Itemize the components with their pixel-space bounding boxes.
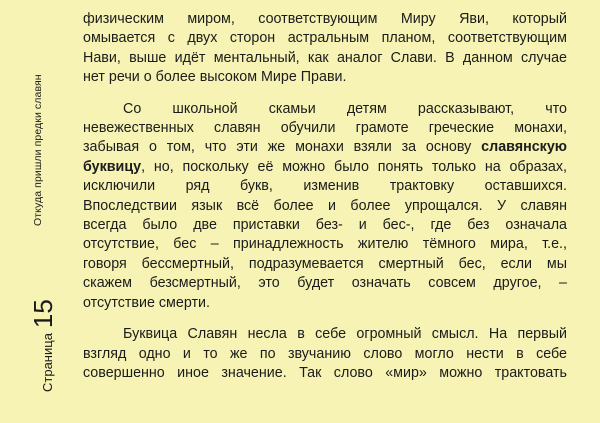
text-line: нет речи о более высоком Мире Прави. — [83, 69, 347, 86]
text-line: невежественных славян обучили грамоте греческие монахи, — [83, 120, 567, 137]
bold-term: славянскую — [481, 139, 567, 156]
paragraph-3 — [83, 325, 567, 383]
paragraph-2 — [83, 100, 567, 313]
page-sidebar — [16, 0, 56, 423]
body-text — [83, 10, 567, 383]
book-title: Откуда пришли предки славян — [32, 74, 44, 226]
text-line: скажем безсмертный, это будет означать совсем другое, – — [83, 275, 567, 292]
page-number: 15 — [28, 299, 58, 329]
page-word: Страница — [40, 333, 55, 392]
page-indicator — [30, 299, 56, 392]
text-line: Буквица Славян несла в себе огромный смысл. На первый — [123, 326, 567, 343]
text-line: Нави, выше идёт ментальный, как аналог Слави. В данном случае — [83, 49, 567, 66]
text-line: говоря бессмертный, подразумевается смертный бес, если мы — [83, 255, 567, 272]
text-line: Впоследствии язык всё более и более упрощался. У славян — [83, 197, 567, 214]
text-fragment: , но, поскольку её можно было понять только на образах, — [141, 158, 567, 175]
text-line — [83, 158, 567, 177]
text-line: омывается с двух сторон астральным планом, соответствующим — [83, 30, 567, 47]
text-line: Со школьной скамьи детям рассказывают, что — [123, 100, 567, 117]
text-line: физическим миром, соответствующим Миру Яви, который — [83, 11, 567, 27]
text-fragment: забывая о том, что эти же монахи взяли за основу — [83, 139, 482, 156]
text-line: совершенно иное значение. Так слово «мир» можно трактовать — [83, 364, 567, 381]
text-line — [83, 138, 567, 157]
text-line: отсутствие, бес – принадлежность жителю тёмного мира, т.е., — [83, 236, 567, 253]
text-line: исключили ряд букв, изменив трактовку оставшихся. — [83, 178, 567, 195]
text-line: взгляд одно и то же по звучанию слово могло нести в себе — [83, 345, 567, 362]
text-line: всегда было две приставки без- и бес-, где без означала — [83, 217, 567, 234]
bold-term: буквицу — [83, 158, 142, 175]
paragraph-1 — [83, 10, 567, 88]
text-line: отсутствие смерти. — [83, 294, 210, 311]
